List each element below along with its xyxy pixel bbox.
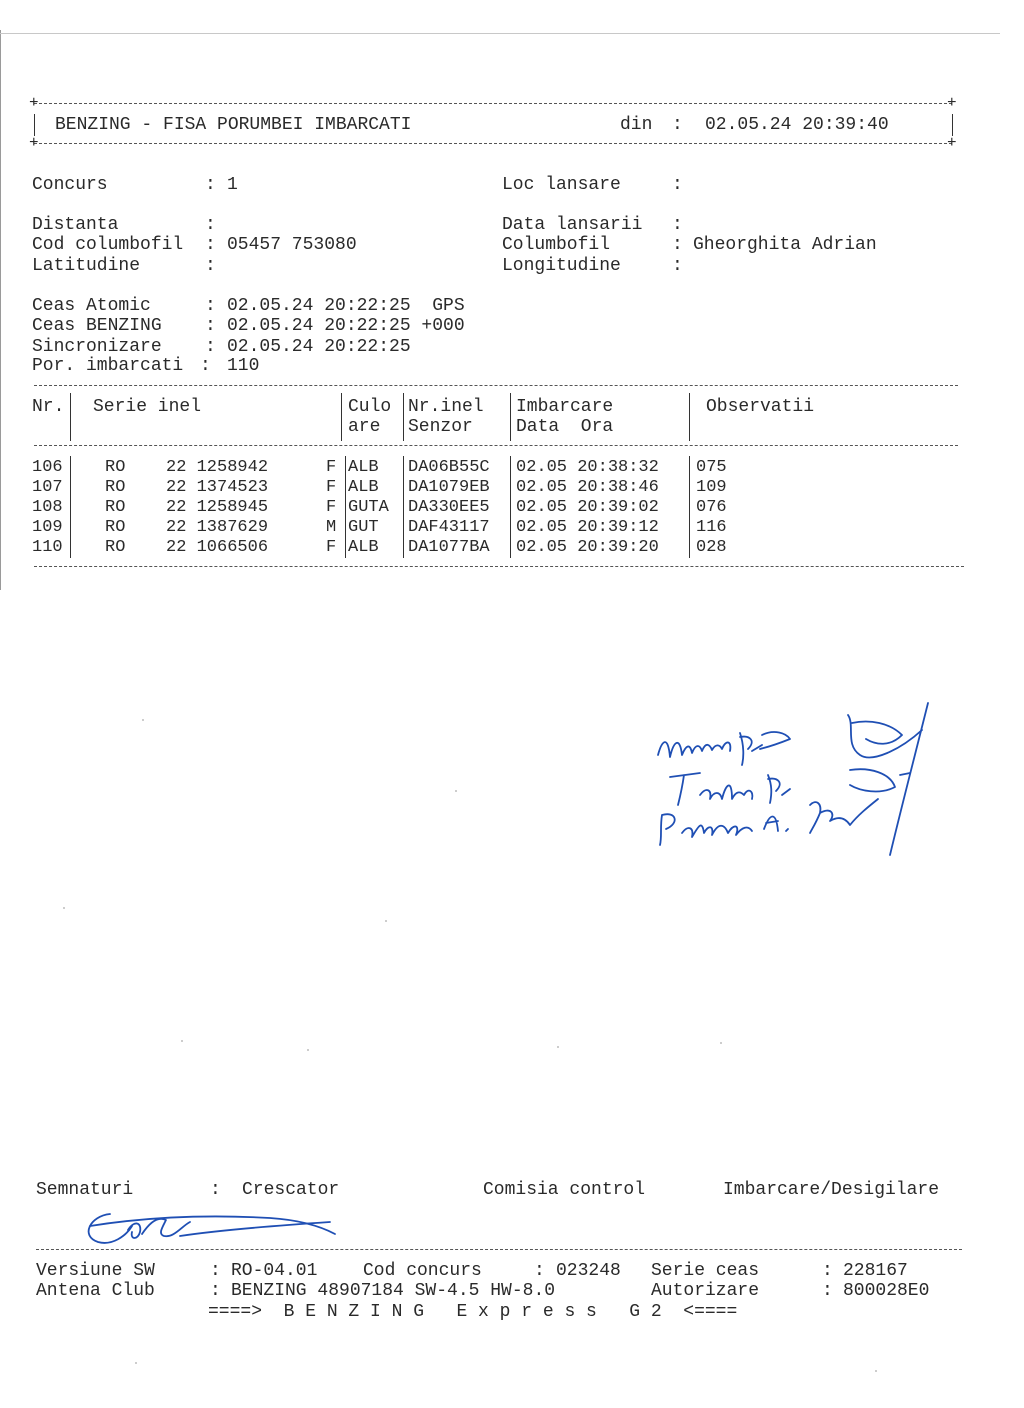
row-sensor: DA330EE5 — [408, 498, 490, 517]
row-nr: 106 — [32, 458, 63, 477]
row-ring: 22 1258945 — [166, 498, 269, 517]
row-sex: M — [326, 518, 337, 537]
row-datetime: 02.05 20:39:02 — [516, 498, 659, 517]
ceas-atomic-value: 02.05.24 20:22:25 GPS — [227, 296, 465, 316]
concurs-label: Concurs — [32, 175, 108, 195]
loc-lansare-label: Loc lansare — [502, 175, 621, 195]
row-sex: F — [326, 478, 337, 497]
antena-club-value: BENZING 48907184 SW-4.5 HW-8.0 — [231, 1281, 556, 1301]
row-ring: 22 1258942 — [166, 458, 269, 477]
distanta-label: Distanta — [32, 215, 119, 235]
row-obs: 075 — [696, 458, 727, 477]
header-bottom-border — [34, 143, 952, 144]
row-ring: 22 1387629 — [166, 518, 269, 537]
serie-ceas-value: 228167 — [843, 1261, 908, 1281]
crescator-label: Crescator — [242, 1180, 340, 1200]
row-sex: F — [326, 458, 337, 477]
cod-columbofil-label: Cod columbofil — [32, 235, 184, 255]
row-ring: 22 1066506 — [166, 538, 269, 557]
crescator-signature — [70, 1196, 350, 1256]
row-country: RO — [105, 458, 126, 477]
cod-concurs-value: 023248 — [556, 1261, 621, 1281]
footer-divider — [36, 1249, 962, 1250]
columbofil-value: Gheorghita Adrian — [693, 235, 877, 255]
sincronizare-value: 02.05.24 20:22:25 — [227, 337, 411, 357]
row-color: GUTA — [348, 498, 389, 517]
por-imbarcati-label: Por. imbarcati — [32, 356, 184, 376]
por-imbarcati-value: 110 — [227, 356, 260, 376]
data-lansarii-label: Data lansarii — [502, 215, 643, 235]
row-obs: 109 — [696, 478, 727, 497]
cod-concurs-label: Cod concurs — [363, 1261, 482, 1281]
row-sex: F — [326, 498, 337, 517]
boarding-sheet: + + + + BENZING - FISA PORUMBEI IMBARCATI din : 02.05.24 20:39:40 Concurs : 1 Loc lansare : Distanta : Data lansarii : Cod columbofil : 05457 753080 Columbofil : Gheorghita Adrian Latitudine : Longitudine : Ceas Atomic : 02.05.24 20:22:25 GPS Ceas BENZING : 02.05.24 20:22:25 +000 Sincronizare : 02.05.24 20:22:25 Por. imbarcati : 110 Nr. Serie inel Culo are Nr.inel Senzor Imbarcare Data Ora Observatii 106 RO 22 1258942 F ALB DA06B55C 02.05 20:38:32 075 107 RO 22 1374523 F ALB DA1079EB 02.05 20:38:46 109 108 RO 22 1258945 F GUTA DA330EE5 02.05 20:39:02 076 109 RO 22 1387629 M GUT DAF43117 02.05 20:39:12 116 110 RO 22 1066506 F ALB DA1077BA 02.05 20:39:20 028 Semnaturi : Crescator Comisia control Imbarcare/Desigilare Versiune SW : RO-04.01 Cod concurs : 023248 Serie ceas : 228167 Antena Club : BENZING 48907184 SW-4.5 HW-8.0 Autorizare : 800028E0 ====> B E N Z I N G E x p r e s s G 2 <==== — [0, 0, 1024, 1408]
col-imbarcare: Imbarcare — [516, 397, 614, 417]
cod-columbofil-value: 05457 753080 — [227, 235, 357, 255]
col-nr-inel: Nr.inel — [408, 397, 484, 417]
columbofil-label: Columbofil — [502, 235, 611, 255]
row-country: RO — [105, 518, 126, 537]
antena-club-label: Antena Club — [36, 1281, 155, 1301]
scan-edge-left — [0, 30, 1, 590]
table-header-divider — [34, 445, 958, 446]
row-obs: 028 — [696, 538, 727, 557]
col-culoare: Culo — [348, 397, 392, 417]
versiune-label: Versiune SW — [36, 1261, 155, 1281]
row-datetime: 02.05 20:39:12 — [516, 518, 659, 537]
col-observatii: Observatii — [706, 397, 815, 417]
comisia-control-label: Comisia control — [483, 1180, 646, 1200]
row-country: RO — [105, 498, 126, 517]
semnaturi-label: Semnaturi — [36, 1180, 134, 1200]
col-nr: Nr. — [32, 397, 65, 417]
row-nr: 107 — [32, 478, 63, 497]
autorizare-label: Autorizare — [651, 1281, 760, 1301]
print-datetime: 02.05.24 20:39:40 — [705, 115, 889, 135]
row-nr: 110 — [32, 538, 63, 557]
ceas-benzing-label: Ceas BENZING — [32, 316, 162, 336]
row-color: ALB — [348, 458, 379, 477]
scan-edge-top — [0, 33, 1000, 34]
din-label: din — [620, 115, 653, 135]
table-top-border — [34, 385, 958, 386]
row-color: ALB — [348, 478, 379, 497]
autorizare-value: 800028E0 — [843, 1281, 930, 1301]
row-color: GUT — [348, 518, 379, 537]
ceas-benzing-value: 02.05.24 20:22:25 +000 — [227, 316, 465, 336]
serie-ceas-label: Serie ceas — [651, 1261, 760, 1281]
row-obs: 076 — [696, 498, 727, 517]
latitudine-label: Latitudine — [32, 256, 141, 276]
row-country: RO — [105, 478, 126, 497]
page-title: BENZING - FISA PORUMBEI IMBARCATI — [55, 115, 412, 135]
row-datetime: 02.05 20:38:32 — [516, 458, 659, 477]
imbarcare-desigilare-label: Imbarcare/Desigilare — [723, 1180, 940, 1200]
concurs-value: 1 — [227, 175, 238, 195]
row-sensor: DA06B55C — [408, 458, 490, 477]
col-serie-inel: Serie inel — [93, 397, 202, 417]
ceas-atomic-label: Ceas Atomic — [32, 296, 151, 316]
row-country: RO — [105, 538, 126, 557]
row-ring: 22 1374523 — [166, 478, 269, 497]
col-culoare-2: are — [348, 417, 381, 437]
header-top-border — [34, 103, 952, 104]
sincronizare-label: Sincronizare — [32, 337, 162, 357]
row-obs: 116 — [696, 518, 727, 537]
table-bottom-border — [34, 566, 964, 567]
row-sensor: DAF43117 — [408, 518, 490, 537]
row-datetime: 02.05 20:38:46 — [516, 478, 659, 497]
row-sensor: DA1077BA — [408, 538, 490, 557]
col-senzor: Senzor — [408, 417, 473, 437]
row-datetime: 02.05 20:39:20 — [516, 538, 659, 557]
row-sensor: DA1079EB — [408, 478, 490, 497]
row-nr: 108 — [32, 498, 63, 517]
versiune-value: RO-04.01 — [231, 1261, 318, 1281]
benzing-banner: ====> B E N Z I N G E x p r e s s G 2 <==== — [208, 1302, 738, 1322]
longitudine-label: Longitudine — [502, 256, 621, 276]
row-sex: F — [326, 538, 337, 557]
row-color: ALB — [348, 538, 379, 557]
col-data-ora: Data Ora — [516, 417, 614, 437]
row-nr: 109 — [32, 518, 63, 537]
commission-signatures — [640, 695, 940, 860]
